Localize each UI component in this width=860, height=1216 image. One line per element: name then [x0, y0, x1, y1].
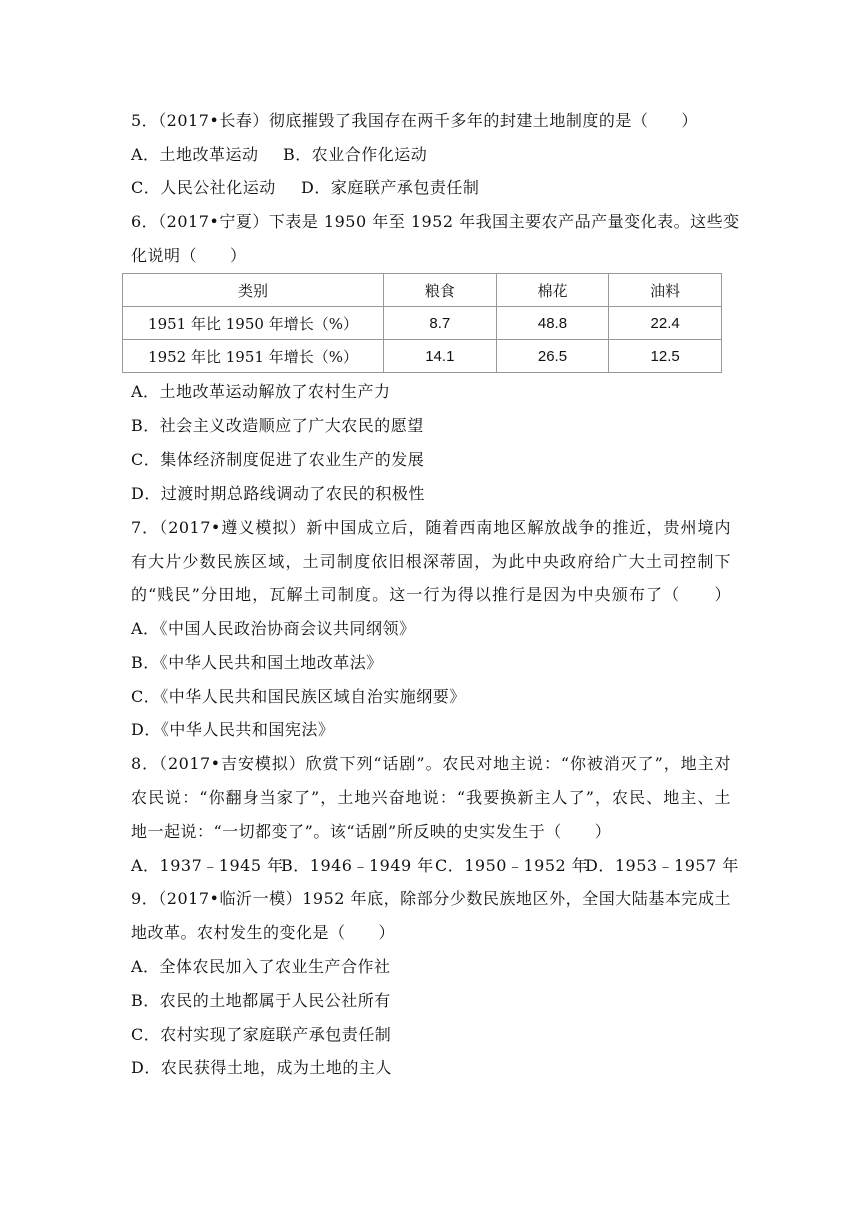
- q7-option-d: D．《中华人民共和国宪法》: [131, 720, 335, 739]
- q5-option-a: A．土地改革运动: [131, 145, 259, 164]
- q8-option-b: B．1946﹣1949 年: [281, 856, 434, 875]
- q7-option-c: C．《中华人民共和国民族区域自治实施纲要》: [131, 687, 466, 706]
- q8-option-d: D．1953﹣1957 年: [585, 856, 739, 875]
- table-header-oil: 油料: [609, 274, 722, 307]
- q9-option-c: C．农村实现了家庭联产承包责任制: [131, 1025, 392, 1044]
- q5-options-row-1: [131, 144, 731, 166]
- q7-option-b: B．《中华人民共和国土地改革法》: [131, 653, 383, 672]
- table-cell: 8.7: [384, 307, 497, 340]
- q6-option-c: C．集体经济制度促进了农业生产的发展: [131, 450, 425, 469]
- q6-option-d: D．过渡时期总路线调动了农民的积极性: [131, 484, 425, 503]
- table-header-row: [123, 274, 722, 307]
- q8-stem-line-1: 8．（2017•吉安模拟）欣赏下列“话剧”。农民对地主说：“你被消灭了”，地主对: [131, 754, 731, 773]
- q6-stem-line-2: 化说明（ ）: [131, 246, 247, 265]
- table-header-grain: 粮食: [384, 274, 497, 307]
- q9-stem-line-2: 地改革。农村发生的变化是（ ）: [131, 923, 396, 942]
- table-row: [123, 340, 722, 373]
- table-header-category: 类别: [123, 274, 384, 307]
- q7-stem-line-3: 的“贱民”分田地，瓦解土司制度。这一行为得以推行是因为中央颁布了（ ）: [131, 585, 731, 604]
- q5-options-row-2: [131, 177, 731, 199]
- q5-stem: 5．（2017•长春）彻底摧毁了我国存在两千多年的封建土地制度的是（ ）: [131, 111, 698, 130]
- table-cell: 22.4: [609, 307, 722, 340]
- table-cell: 48.8: [496, 307, 609, 340]
- q7-option-a: A．《中国人民政治协商会议共同纲领》: [131, 619, 416, 638]
- table-cell: 1951 年比 1950 年增长（%）: [123, 307, 384, 340]
- table-cell: 26.5: [496, 340, 609, 373]
- q7-stem-line-1: 7．（2017•遵义模拟）新中国成立后，随着西南地区解放战争的推近，贵州境内: [131, 518, 731, 537]
- q6-option-b: B．社会主义改造顺应了广大农民的愿望: [131, 416, 424, 435]
- q5-option-b: B．农业合作化运动: [283, 145, 428, 164]
- q5-option-d: D．家庭联产承包责任制: [301, 178, 480, 197]
- q8-stem-line-2: 农民说：“你翻身当家了”，土地兴奋地说：“我要换新主人了”，农民、地主、土: [131, 788, 731, 807]
- q5-option-c: C．人民公社化运动: [131, 178, 276, 197]
- q8-option-c: C．1950﹣1952 年: [435, 856, 589, 875]
- q6-stem-line-1: 6．（2017•宁夏）下表是 1950 年至 1952 年我国主要农产品产量变化表。这些变: [131, 212, 740, 231]
- q7-stem-line-2: 有大片少数民族区域，土司制度依旧根深蒂固，为此中央政府给广大土司控制下: [131, 552, 731, 571]
- q6-option-a: A．土地改革运动解放了农村生产力: [131, 382, 391, 401]
- q6-production-table: [122, 273, 722, 373]
- table-cell: 14.1: [384, 340, 497, 373]
- table-header-cotton: 棉花: [496, 274, 609, 307]
- q9-stem-line-1: 9．（2017•临沂一模）1952 年底，除部分少数民族地区外，全国大陆基本完成土: [131, 889, 731, 908]
- q8-option-a: A．1937﹣1945 年: [131, 856, 284, 875]
- q8-stem-line-3: 地一起说：“一切都变了”。该“话剧”所反映的史实发生于（ ）: [131, 822, 612, 841]
- q8-options-row: [131, 855, 739, 877]
- q9-option-d: D．农民获得土地，成为土地的主人: [131, 1058, 392, 1077]
- q9-option-a: A．全体农民加入了农业生产合作社: [131, 957, 391, 976]
- table-cell: 1952 年比 1951 年增长（%）: [123, 340, 384, 373]
- q9-option-b: B．农民的土地都属于人民公社所有: [131, 991, 391, 1010]
- table-cell: 12.5: [609, 340, 722, 373]
- table-row: [123, 307, 722, 340]
